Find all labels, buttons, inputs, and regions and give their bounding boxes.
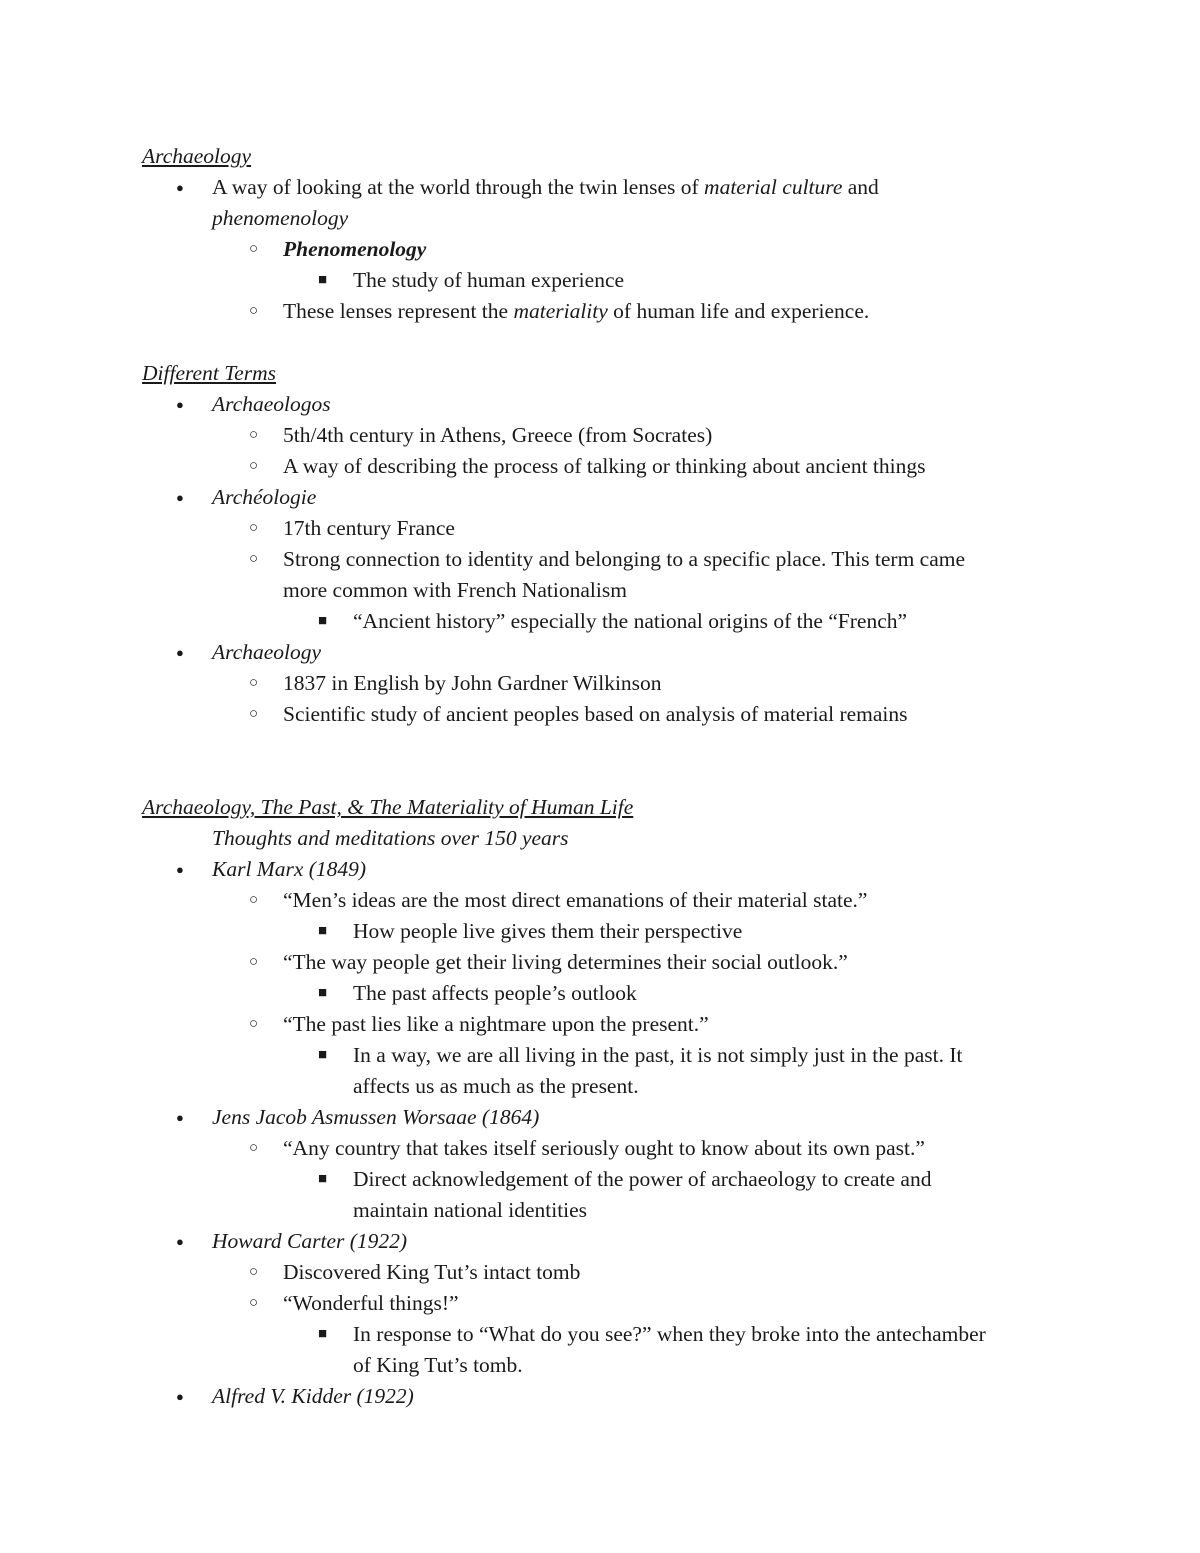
bullet-text-continued: and <box>842 175 879 199</box>
person-alfred-kidder: ● Alfred V. Kidder (1922) <box>212 1381 414 1412</box>
phenomenology-title: Phenomenology <box>283 237 427 261</box>
marx-quote-1: ○ “Men’s ideas are the most direct emanations of their material state.” <box>283 885 867 916</box>
term-archaeology-origin: ○ 1837 in English by John Gardner Wilkinson <box>283 668 662 699</box>
term-archeologie: ● Archéologie <box>212 482 316 513</box>
marx-quote-3-note-continued: affects us as much as the present. <box>353 1074 639 1098</box>
worsaae-note-continued: maintain national identities <box>353 1198 588 1222</box>
term-archeologie-origin: ○ 17th century France <box>283 513 455 544</box>
marx-quote-3-note: ■ In a way, we are all living in the past, it is not simply just in the past. It <box>353 1040 962 1071</box>
term-archaeologos: ● Archaeologos <box>212 389 331 420</box>
section-heading-archaeology: Archaeology <box>142 144 252 168</box>
term-archaeology: ● Archaeology <box>212 637 321 668</box>
term-archaeology-meaning: ○ Scientific study of ancient peoples based on analysis of material remains <box>283 699 908 730</box>
emphasis-material-culture: material culture <box>704 175 843 199</box>
sub-bullet-lenses <box>283 296 869 327</box>
person-worsaae: ● Jens Jacob Asmussen Worsaae (1864) <box>212 1102 539 1133</box>
term-archaeologos-origin: ○ 5th/4th century in Athens, Greece (from Socrates) <box>283 420 712 451</box>
term-archaeologos-meaning: ○ A way of describing the process of talking or thinking about ancient things <box>283 451 925 482</box>
term-archeologie-meaning-continued: more common with French Nationalism <box>283 578 627 602</box>
carter-discovery: ○ Discovered King Tut’s intact tomb <box>283 1257 580 1288</box>
carter-note-continued: of King Tut’s tomb. <box>353 1353 523 1377</box>
bullet-twin-lenses-continued: phenomenology <box>212 206 349 230</box>
lenses-text-end: of human life and experience. <box>607 299 870 323</box>
marx-quote-2-note: ■ The past affects people’s outlook <box>353 978 637 1009</box>
sub-sub-bullet-phenomenology-definition: ■ The study of human experience <box>353 265 624 296</box>
section-heading-materiality: Archaeology, The Past, & The Materiality of Human Life <box>142 795 634 819</box>
term-archeologie-meaning: ○ Strong connection to identity and belonging to a specific place. This term came <box>283 544 965 575</box>
carter-quote: ○ “Wonderful things!” <box>283 1288 459 1319</box>
lenses-text: These lenses represent the <box>283 299 514 323</box>
worsaae-note: ■ Direct acknowledgement of the power of archaeology to create and <box>353 1164 931 1195</box>
bullet-text: A way of looking at the world through the twin lenses of <box>212 175 705 199</box>
person-karl-marx: ● Karl Marx (1849) <box>212 854 366 885</box>
sub-bullet-phenomenology <box>283 234 426 265</box>
marx-quote-2: ○ “The way people get their living determines their social outlook.” <box>283 947 848 978</box>
person-howard-carter: ● Howard Carter (1922) <box>212 1226 407 1257</box>
marx-quote-3: ○ “The past lies like a nightmare upon the present.” <box>283 1009 709 1040</box>
section-subtitle: Thoughts and meditations over 150 years <box>212 826 569 850</box>
carter-note: ■ In response to “What do you see?” when they broke into the antechamber <box>353 1319 986 1350</box>
section-heading-different-terms: Different Terms <box>142 361 276 385</box>
worsaae-quote: ○ “Any country that takes itself seriously ought to know about its own past.” <box>283 1133 925 1164</box>
term-archeologie-note: ■ “Ancient history” especially the national origins of the “French” <box>353 606 907 637</box>
emphasis-materiality: materiality <box>513 299 608 323</box>
marx-quote-1-note: ■ How people live gives them their perspective <box>353 916 742 947</box>
bullet-twin-lenses <box>212 172 879 203</box>
